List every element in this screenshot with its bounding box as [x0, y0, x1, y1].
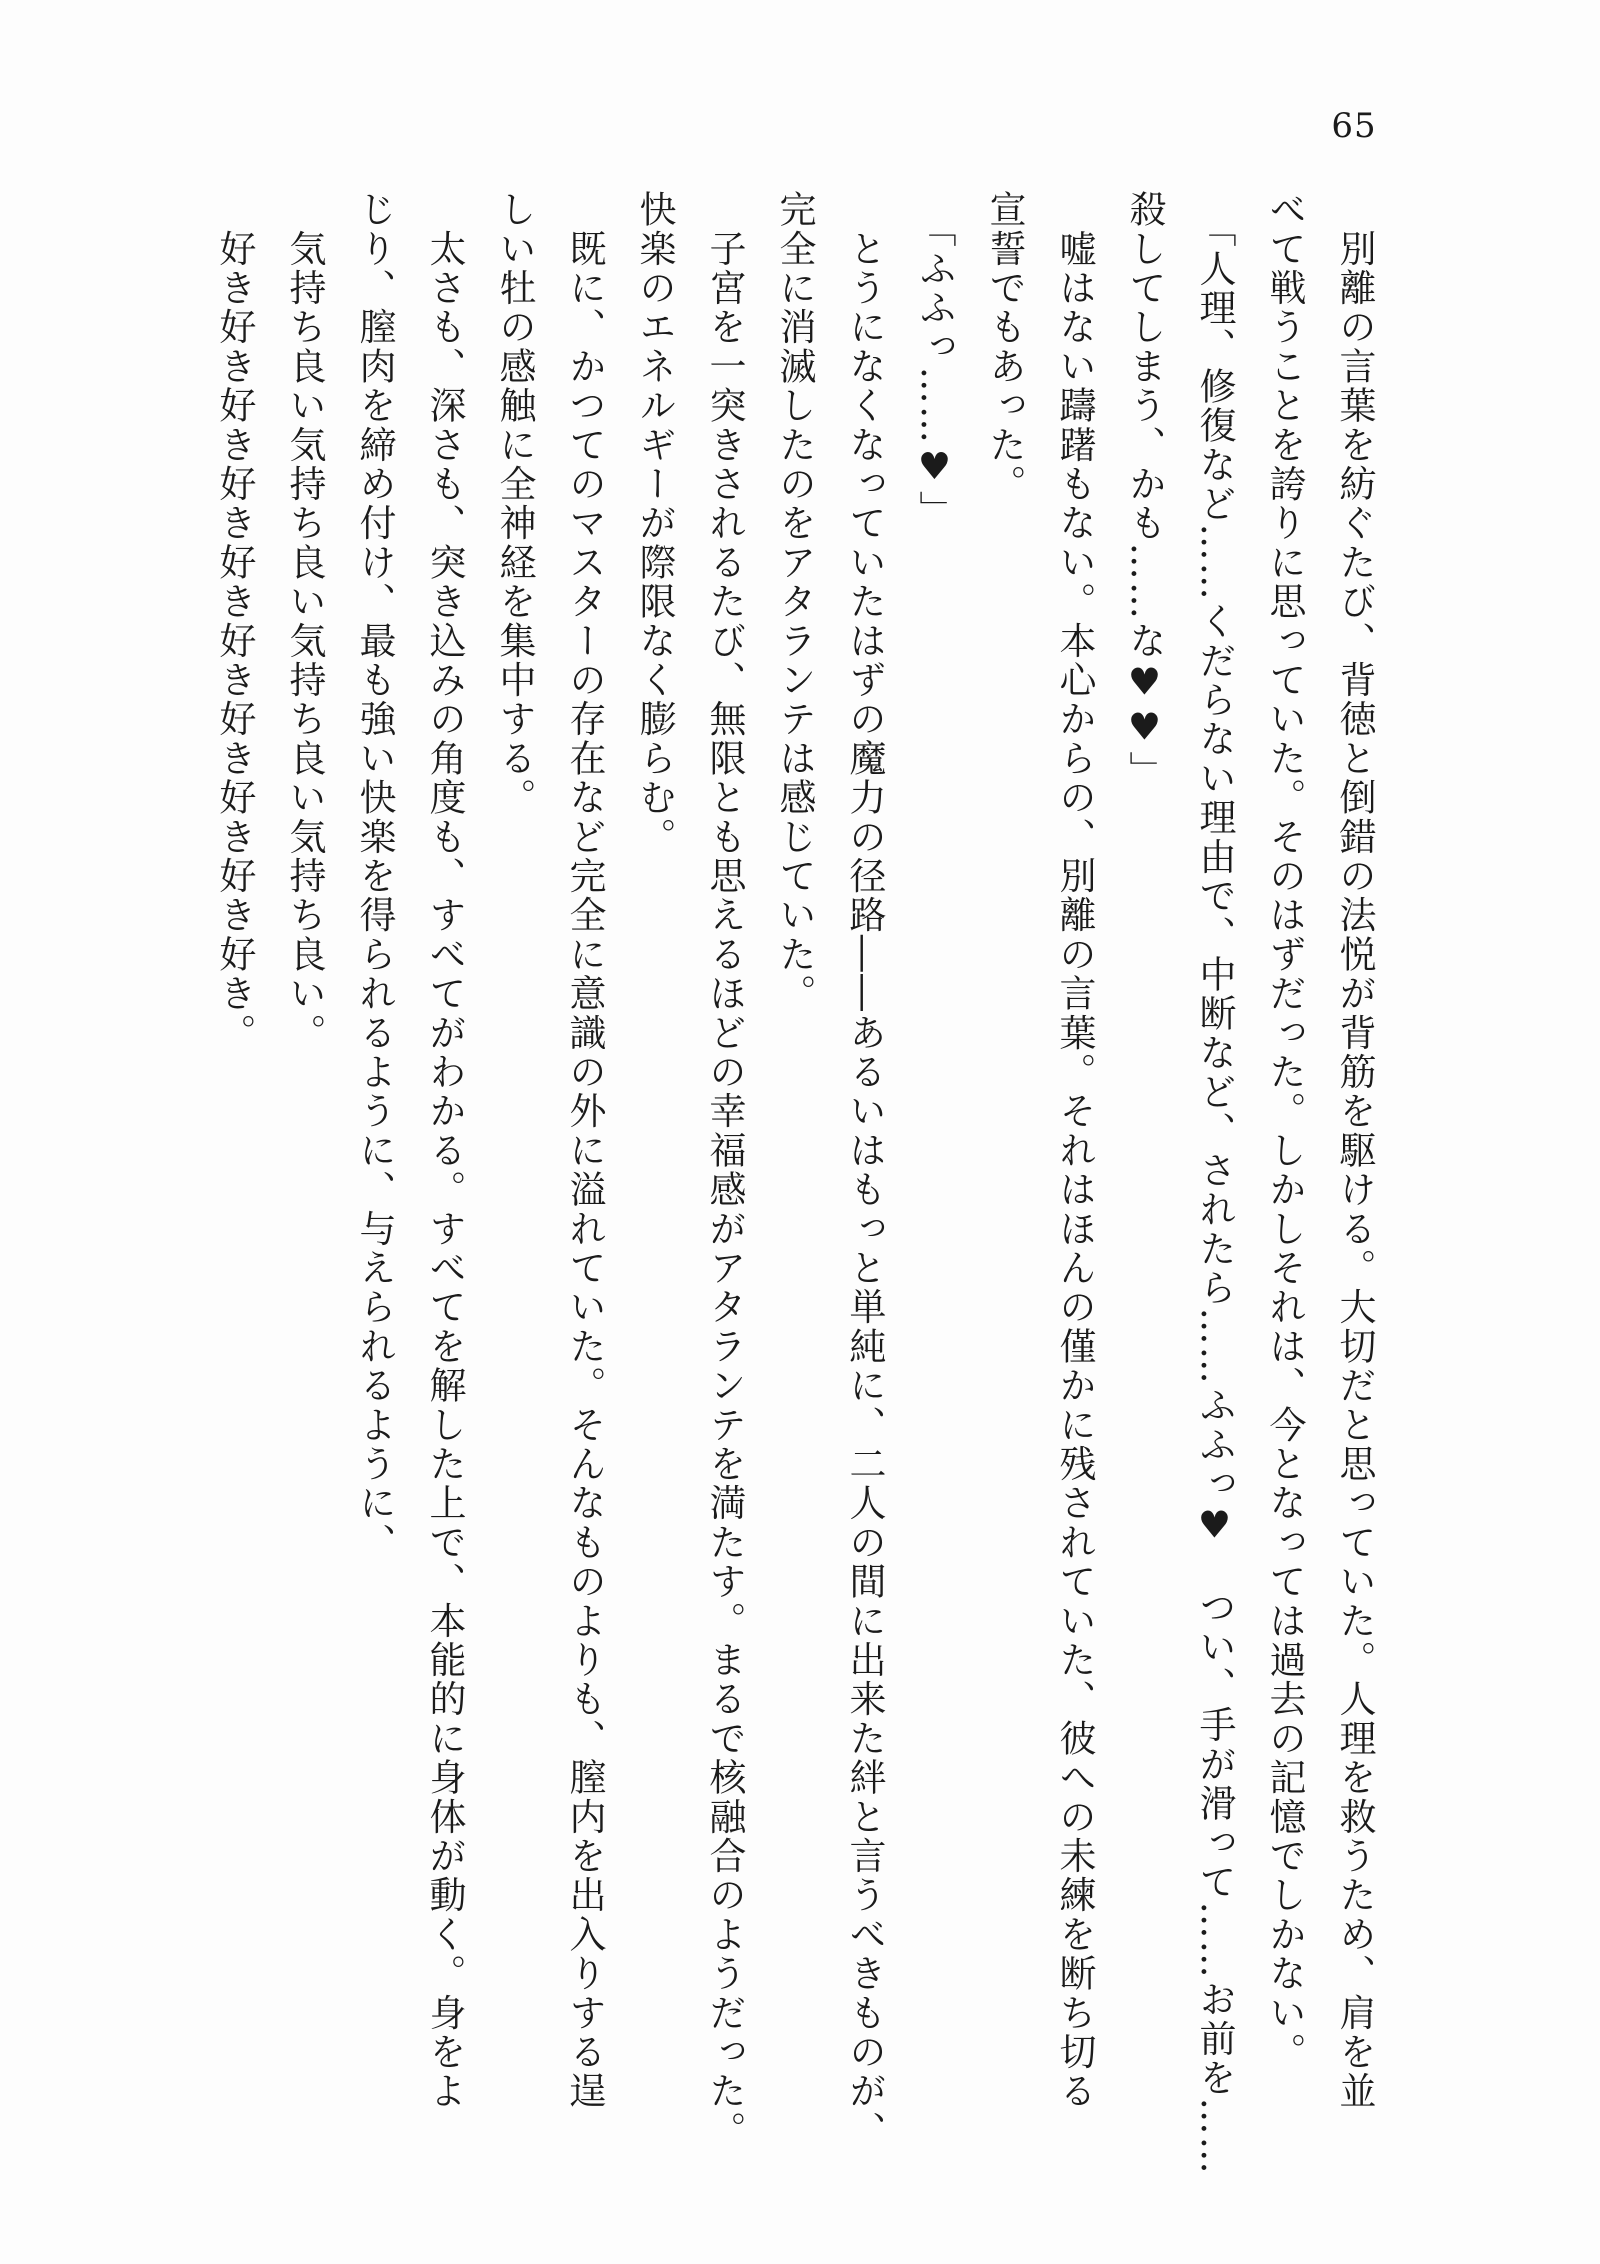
text-column: しい牡の感触に全神経を集中する。	[493, 190, 536, 818]
text-column: 完全に消滅したのをアタランテは感じていた。	[773, 190, 816, 1014]
text-column: 子宮を一突きされるたび、無限とも思えるほどの幸福感がアタランテを満たす。まるで核融合のようだった。	[703, 190, 746, 2150]
text-column: 快楽のエネルギーが際限なく膨らむ。	[633, 190, 676, 857]
text-column: 別離の言葉を紡ぐたび、背徳と倒錯の法悦が背筋を駆ける。大切だと思っていた。人理を救うため、肩を並	[1333, 190, 1376, 2111]
text-column: 好き好き好き好き好き好き好き好き好き好き。	[213, 190, 256, 1053]
page-number: 65	[1331, 106, 1377, 146]
text-column: じり、膣肉を締め付け、最も強い快楽を得られるように、与えられるように、	[353, 190, 396, 1562]
text-column: 宣誓でもあった。	[983, 190, 1026, 504]
text-column: とうになくなっていたはずの魔力の径路――あるいはもっと単純に、二人の間に出来た絆と言うべきものが、	[843, 190, 886, 2150]
text-column: 既に、かつてのマスターの存在など完全に意識の外に溢れていた。そんなものよりも、膣内を出入りする逞	[563, 190, 606, 2111]
text-column: 嘘はない躊躇もない。本心からの、別離の言葉。それはほんの僅かに残されていた、彼への未練を断ち切る	[1053, 190, 1096, 2111]
text-column: 太さも、深さも、突き込みの角度も、すべてがわかる。すべてを解した上で、本能的に身体が動く。身をよ	[423, 190, 466, 2111]
text-column: 殺してしまう、かも……な♥♥」	[1123, 190, 1166, 790]
text-column: べて戦うことを誇りに思っていた。そのはずだった。しかしそれは、今となっては過去の記憶でしかない。	[1263, 190, 1306, 2072]
text-column: 「ふふっ……♥」	[913, 210, 956, 530]
text-column: 気持ち良い気持ち良い気持ち良い気持ち良い。	[283, 190, 326, 1053]
text-column: 「人理、修復など……くだらない理由で、中断など、されたら……ふふっ♥ つい、手が滑って……お前を……	[1193, 210, 1236, 2176]
